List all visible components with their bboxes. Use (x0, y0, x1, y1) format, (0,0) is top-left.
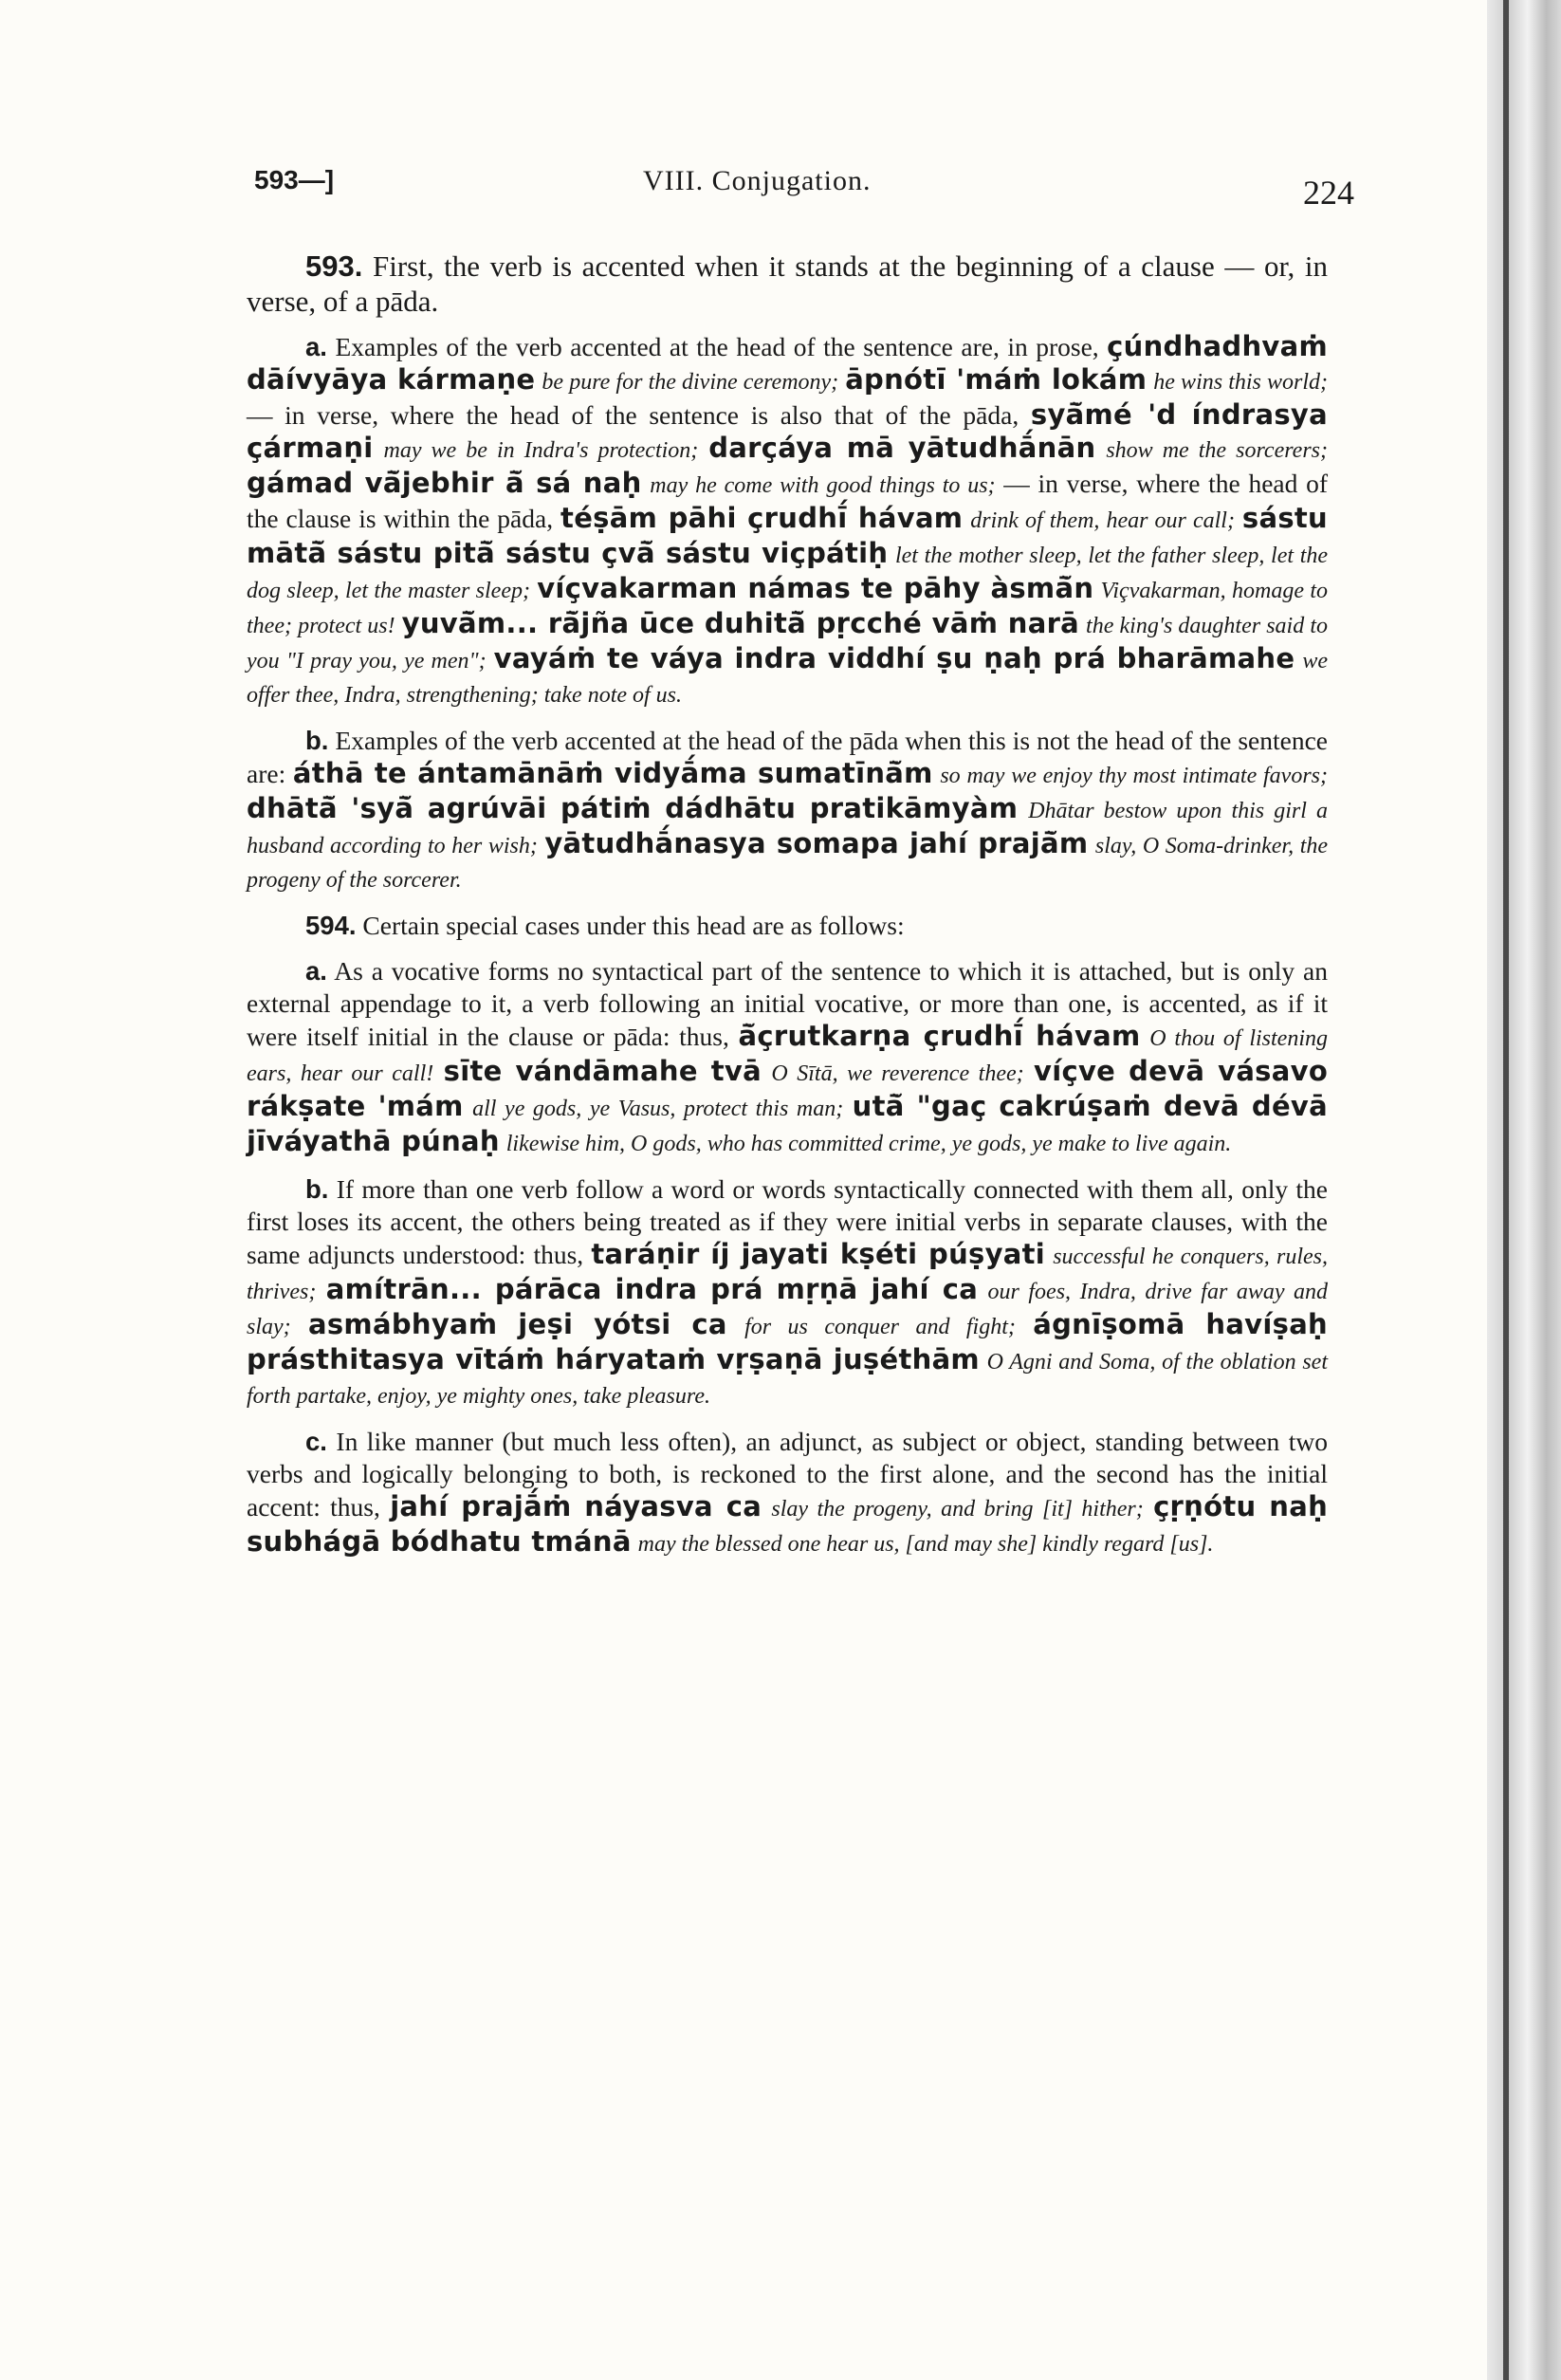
sanskrit-example: sīte vándāmahe tvā (443, 1055, 762, 1087)
translation: the king's daughter said to you "I pray you, ye men"; (247, 614, 1328, 673)
sanskrit-example: çṛṇótu naḥ subhágā bódhatu tmánā (247, 1490, 1329, 1558)
section-594-paragraph (247, 910, 1328, 942)
translation: may he come with good things to us; (650, 473, 996, 498)
sanskrit-example: amítrān... párāca indra prá mṛṇā jahí ca (325, 1273, 979, 1305)
translation: likewise him, O gods, who has committed crime, ye gods, ye make to live again. (505, 1132, 1232, 1156)
sanskrit-example: asmábhyaṁ jeṣi yótsi ca (308, 1308, 727, 1340)
subsection-label: a. (305, 332, 327, 361)
paragraph-text: In like manner (but much less often), an adjunct, as subject or object, standing between two verbs and logically belonging to both, is reckoned to the first alone, and the second has the initial accent: thus, (247, 1427, 1328, 1522)
translation: successful he conquers, rules, thrives; (247, 1245, 1328, 1304)
binding-shadow-line (1503, 0, 1509, 2380)
paragraph-text: Certain special cases under this head are as follows: (362, 911, 905, 940)
sanskrit-example: yuvā̆m... rā̆jña ūce duhitā̆ pṛcché vāṁ narā (401, 607, 1080, 639)
section-594b-paragraph (247, 1173, 1328, 1412)
translation: we offer thee, Indra, strengthening; take note of us. (247, 649, 1329, 708)
sanskrit-example: darçáya mā yātudhā́nān (708, 432, 1096, 464)
sanskrit-example: āpnótī 'máṁ lokám (845, 363, 1148, 396)
running-header (254, 159, 1354, 216)
translation: O Sītā, we reverence thee; (771, 1061, 1024, 1086)
translation: show me the sorcerers; (1106, 438, 1329, 463)
paragraph-text: — in verse, where the head of the clause is within the pāda, (247, 469, 1329, 533)
subsection-label: b. (305, 1174, 329, 1204)
sanskrit-example: gámad vā̆jebhir ā̆ sá naḥ (247, 467, 642, 499)
sanskrit-example: jahí prajā́ṁ náyasva ca (390, 1490, 762, 1522)
sanskrit-example: téṣām pāhi çrudhī́ hávam (560, 502, 964, 534)
sanskrit-example: ā̆çrutkarṇa çrudhī́ hávam (738, 1020, 1141, 1052)
sanskrit-example: yātudhā́nasya somapa jahí prajā̆m (544, 827, 1089, 859)
sanskrit-example: syā̆mé 'd índrasya çármaṇi (247, 398, 1328, 464)
translation: he wins this world; (1153, 370, 1329, 395)
sanskrit-example: utā̆ "gaç cakrúṣaṁ devā dévā jīváyathā púnaḥ (247, 1090, 1328, 1157)
sanskrit-example: taráṇir íj jayati kṣéti púṣyati (591, 1238, 1046, 1270)
subsection-label: b. (305, 726, 329, 755)
sanskrit-example: dhātā̆ 'syā̆ agrúvāi pátiṁ dádhātu pratikāmyàm (247, 792, 1019, 824)
paragraph-text: As a vocative forms no syntactical part of the sentence to which it is attached, but is only an external appendage to it, a verb following an initial vocative, or more than one, is accented, as if it were itself initial in the clause or pāda: thus, (247, 956, 1328, 1051)
sanskrit-example: ágnīṣomā havíṣaḥ prásthitasya vītáṁ háryataṁ vṛṣaṇā juṣéthām (247, 1308, 1329, 1375)
sanskrit-example: víçvakarman námas te pāhy àsmā̆n (537, 572, 1094, 604)
section-593-paragraph (247, 249, 1328, 319)
subsection-label: c. (305, 1427, 327, 1456)
chapter-title: VIII. Conjugation. (643, 165, 872, 196)
translation: Dhātar bestow upon this girl a husband according to her wish; (247, 799, 1329, 858)
translation: for us conquer and fight; (744, 1315, 1016, 1339)
section-number: 593. (305, 249, 363, 283)
translation: slay, O Soma-drinker, the progeny of the sorcerer. (247, 834, 1329, 893)
translation: slay the progeny, and bring [it] hither; (771, 1497, 1144, 1522)
section-reference: 593—] (254, 165, 335, 194)
translation: so may we enjoy thy most intimate favors; (940, 764, 1329, 788)
page-number: 224 (1303, 174, 1354, 212)
paragraph-text: If more than one verb follow a word or words syntactically connected with them all, only the first loses its accent, the others being treated as if they were initial verbs in separate clauses, with the same adjuncts understood: thus, (247, 1174, 1328, 1269)
translation: drink of them, hear our call; (970, 508, 1235, 533)
paragraph-text: Examples of the verb accented at the head of the sentence are, in prose, (335, 332, 1099, 361)
section-number: 594. (305, 911, 357, 940)
translation: be pure for the divine ceremony; (542, 370, 839, 395)
translation: let the mother sleep, let the father sleep, let the dog sleep, let the master sleep; (247, 544, 1329, 603)
sanskrit-example: sástu mātā̆ sástu pitā̆ sástu çvā̆ sástu viçpátiḥ (247, 502, 1329, 569)
paragraph-text: Examples of the verb accented at the head of the pāda when this is not the head of the sentence are: (247, 726, 1329, 788)
section-593b-paragraph (247, 725, 1328, 896)
subsection-label: a. (305, 956, 327, 986)
section-594c-paragraph (247, 1426, 1328, 1560)
paragraph-text: First, the verb is accented when it stands at the beginning of a clause — or, in verse, of a pāda. (247, 249, 1329, 318)
translation: all ye gods, ye Vasus, protect this man; (472, 1097, 844, 1121)
translation: Viçvakarman, homage to thee; protect us! (247, 579, 1329, 638)
translation: O Agni and Soma, of the oblation set forth partake, enjoy, ye mighty ones, take pleasure. (247, 1350, 1328, 1409)
sanskrit-example: víçve devā vásavo rákṣate 'mám (247, 1055, 1329, 1122)
translation: may we be in Indra's protection; (383, 438, 699, 463)
translation: O thou of listening ears, hear our call! (247, 1026, 1329, 1086)
section-593a-paragraph (247, 330, 1328, 711)
section-594a-paragraph (247, 955, 1328, 1160)
translation: our foes, Indra, drive far away and slay; (247, 1280, 1329, 1339)
sanskrit-example: vayáṁ te váya indra viddhí ṣu ṇaḥ prá bharāmahe (493, 642, 1295, 674)
sanskrit-example: áthā te ántamānāṁ vidyā́ma sumatīnā̆m (292, 757, 933, 789)
sanskrit-example: çúndhadhvaṁ dāívyāya kármaṇe (247, 330, 1329, 396)
paragraph-text: — in verse, where the head of the sentence is also that of the pāda, (247, 400, 1019, 430)
book-binding-edge (1487, 0, 1561, 2380)
body-text (247, 249, 1328, 1574)
translation: may the blessed one hear us, [and may she] kindly regard [us]. (637, 1532, 1214, 1557)
